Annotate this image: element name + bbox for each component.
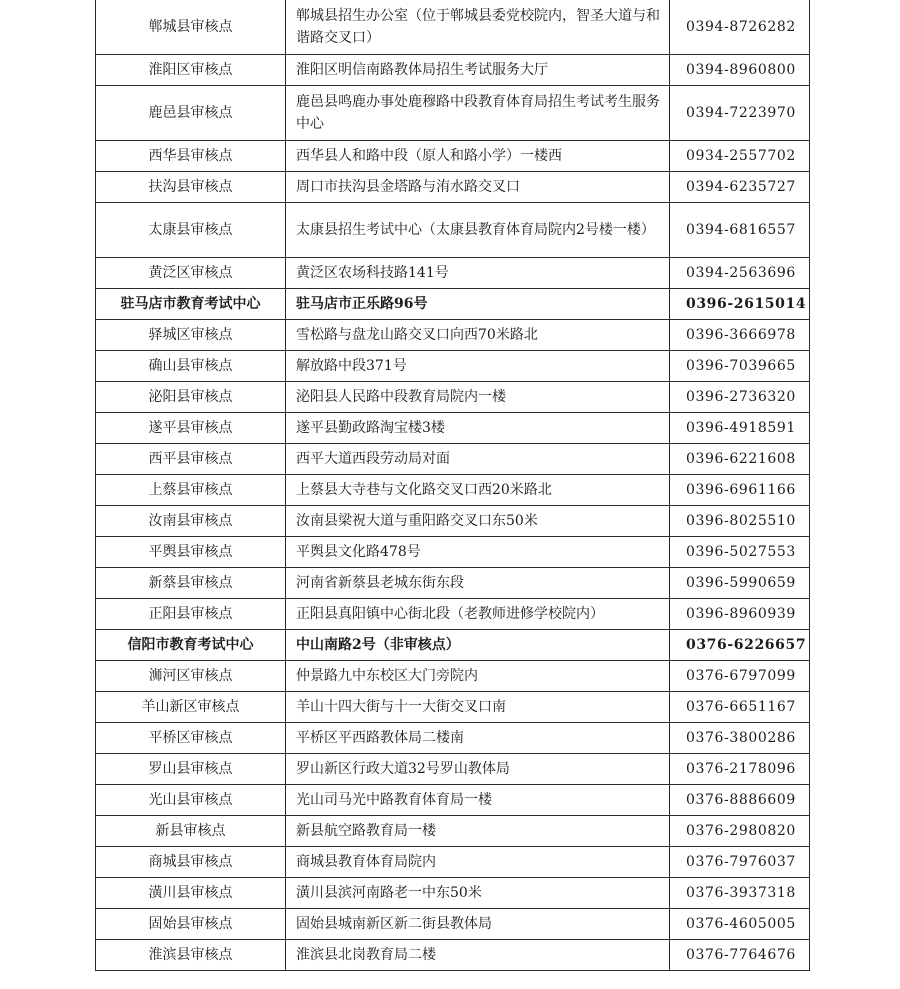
table-row — [96, 847, 810, 878]
site-name-cell: 西华县审核点 — [96, 141, 286, 172]
phone-cell: 0376-2980820 — [670, 816, 810, 847]
table-row — [96, 599, 810, 630]
phone-cell: 0396-6221608 — [670, 444, 810, 475]
phone-cell: 0396-6961166 — [670, 475, 810, 506]
table-row — [96, 172, 810, 203]
table-row — [96, 816, 810, 847]
table-row — [96, 723, 810, 754]
site-name-cell: 鹿邑县审核点 — [96, 86, 286, 141]
table-row — [96, 55, 810, 86]
site-name-cell: 羊山新区审核点 — [96, 692, 286, 723]
table-body — [96, 0, 810, 971]
site-name-cell: 商城县审核点 — [96, 847, 286, 878]
table-row — [96, 692, 810, 723]
site-name-cell: 新县审核点 — [96, 816, 286, 847]
site-name-cell: 扶沟县审核点 — [96, 172, 286, 203]
table-row — [96, 382, 810, 413]
phone-cell: 0376-3937318 — [670, 878, 810, 909]
address-cell: 泌阳县人民路中段教育局院内一楼 — [286, 382, 670, 413]
site-name-cell: 泌阳县审核点 — [96, 382, 286, 413]
address-cell: 罗山新区行政大道32号罗山教体局 — [286, 754, 670, 785]
address-cell: 平舆县文化路478号 — [286, 537, 670, 568]
phone-cell: 0394-8726282 — [670, 0, 810, 55]
table-row — [96, 754, 810, 785]
site-name-cell: 驻马店市教育考试中心 — [96, 289, 286, 320]
site-name-cell: 汝南县审核点 — [96, 506, 286, 537]
site-name-cell: 罗山县审核点 — [96, 754, 286, 785]
site-name-cell: 淮阳区审核点 — [96, 55, 286, 86]
phone-cell: 0376-4605005 — [670, 909, 810, 940]
table-row — [96, 661, 810, 692]
address-cell: 仲景路九中东校区大门旁院内 — [286, 661, 670, 692]
phone-cell: 0396-2615014 — [670, 289, 810, 320]
phone-cell: 0394-2563696 — [670, 258, 810, 289]
phone-cell: 0934-2557702 — [670, 141, 810, 172]
table-row — [96, 568, 810, 599]
table-row-center — [96, 289, 810, 320]
table-row — [96, 413, 810, 444]
address-cell: 汝南县梁祝大道与重阳路交叉口东50米 — [286, 506, 670, 537]
site-name-cell: 固始县审核点 — [96, 909, 286, 940]
address-cell: 郸城县招生办公室（位于郸城县委党校院内，智圣大道与和谐路交叉口） — [286, 0, 670, 55]
phone-cell: 0394-6816557 — [670, 203, 810, 258]
site-name-cell: 郸城县审核点 — [96, 0, 286, 55]
phone-cell: 0396-8960939 — [670, 599, 810, 630]
site-name-cell: 遂平县审核点 — [96, 413, 286, 444]
address-cell: 太康县招生考试中心（太康县教育体育局院内2号楼一楼） — [286, 203, 670, 258]
address-cell: 商城县教育体育局院内 — [286, 847, 670, 878]
address-cell: 新县航空路教育局一楼 — [286, 816, 670, 847]
phone-cell: 0376-2178096 — [670, 754, 810, 785]
address-cell: 平桥区平西路教体局二楼南 — [286, 723, 670, 754]
address-cell: 西华县人和路中段（原人和路小学）一楼西 — [286, 141, 670, 172]
phone-cell: 0396-3666978 — [670, 320, 810, 351]
phone-cell: 0394-8960800 — [670, 55, 810, 86]
address-cell: 黄泛区农场科技路141号 — [286, 258, 670, 289]
address-cell: 光山司马光中路教育体育局一楼 — [286, 785, 670, 816]
table-row — [96, 0, 810, 55]
site-name-cell: 潢川县审核点 — [96, 878, 286, 909]
address-cell: 上蔡县大寺巷与文化路交叉口西20米路北 — [286, 475, 670, 506]
address-cell: 潢川县滨河南路老一中东50米 — [286, 878, 670, 909]
site-name-cell: 淮滨县审核点 — [96, 940, 286, 971]
phone-cell: 0376-6797099 — [670, 661, 810, 692]
table-row-center — [96, 630, 810, 661]
phone-cell: 0396-7039665 — [670, 351, 810, 382]
site-name-cell: 平桥区审核点 — [96, 723, 286, 754]
site-name-cell: 确山县审核点 — [96, 351, 286, 382]
site-name-cell: 黄泛区审核点 — [96, 258, 286, 289]
site-name-cell: 驿城区审核点 — [96, 320, 286, 351]
table-row — [96, 320, 810, 351]
table-row — [96, 351, 810, 382]
review-site-table — [95, 0, 810, 971]
table-row — [96, 444, 810, 475]
table-row — [96, 141, 810, 172]
table-row — [96, 537, 810, 568]
address-cell: 周口市扶沟县金塔路与洧水路交叉口 — [286, 172, 670, 203]
phone-cell: 0376-6226657 — [670, 630, 810, 661]
site-name-cell: 上蔡县审核点 — [96, 475, 286, 506]
table-row — [96, 506, 810, 537]
address-cell: 河南省新蔡县老城东街东段 — [286, 568, 670, 599]
address-cell: 鹿邑县鸣鹿办事处鹿穆路中段教育体育局招生考试考生服务中心 — [286, 86, 670, 141]
table-row — [96, 203, 810, 258]
phone-cell: 0376-3800286 — [670, 723, 810, 754]
phone-cell: 0396-5990659 — [670, 568, 810, 599]
table-row — [96, 909, 810, 940]
address-cell: 中山南路2号（非审核点） — [286, 630, 670, 661]
address-cell: 正阳县真阳镇中心街北段（老教师进修学校院内） — [286, 599, 670, 630]
table-row — [96, 86, 810, 141]
phone-cell: 0396-2736320 — [670, 382, 810, 413]
phone-cell: 0394-7223970 — [670, 86, 810, 141]
address-cell: 西平大道西段劳动局对面 — [286, 444, 670, 475]
table-row — [96, 878, 810, 909]
site-name-cell: 正阳县审核点 — [96, 599, 286, 630]
address-cell: 遂平县勤政路淘宝楼3楼 — [286, 413, 670, 444]
address-cell: 固始县城南新区新二街县教体局 — [286, 909, 670, 940]
address-cell: 淮阳区明信南路教体局招生考试服务大厅 — [286, 55, 670, 86]
site-name-cell: 太康县审核点 — [96, 203, 286, 258]
site-name-cell: 信阳市教育考试中心 — [96, 630, 286, 661]
address-cell: 羊山十四大街与十一大街交叉口南 — [286, 692, 670, 723]
phone-cell: 0396-4918591 — [670, 413, 810, 444]
phone-cell: 0396-8025510 — [670, 506, 810, 537]
site-name-cell: 浉河区审核点 — [96, 661, 286, 692]
phone-cell: 0394-6235727 — [670, 172, 810, 203]
table-row — [96, 258, 810, 289]
table-row — [96, 785, 810, 816]
review-site-table-sheet — [95, 0, 809, 971]
phone-cell: 0376-7976037 — [670, 847, 810, 878]
table-row — [96, 940, 810, 971]
address-cell: 淮滨县北岗教育局二楼 — [286, 940, 670, 971]
address-cell: 驻马店市正乐路96号 — [286, 289, 670, 320]
address-cell: 雪松路与盘龙山路交叉口向西70米路北 — [286, 320, 670, 351]
address-cell: 解放路中段371号 — [286, 351, 670, 382]
site-name-cell: 西平县审核点 — [96, 444, 286, 475]
phone-cell: 0376-6651167 — [670, 692, 810, 723]
site-name-cell: 光山县审核点 — [96, 785, 286, 816]
phone-cell: 0396-5027553 — [670, 537, 810, 568]
phone-cell: 0376-8886609 — [670, 785, 810, 816]
phone-cell: 0376-7764676 — [670, 940, 810, 971]
site-name-cell: 新蔡县审核点 — [96, 568, 286, 599]
site-name-cell: 平舆县审核点 — [96, 537, 286, 568]
table-row — [96, 475, 810, 506]
